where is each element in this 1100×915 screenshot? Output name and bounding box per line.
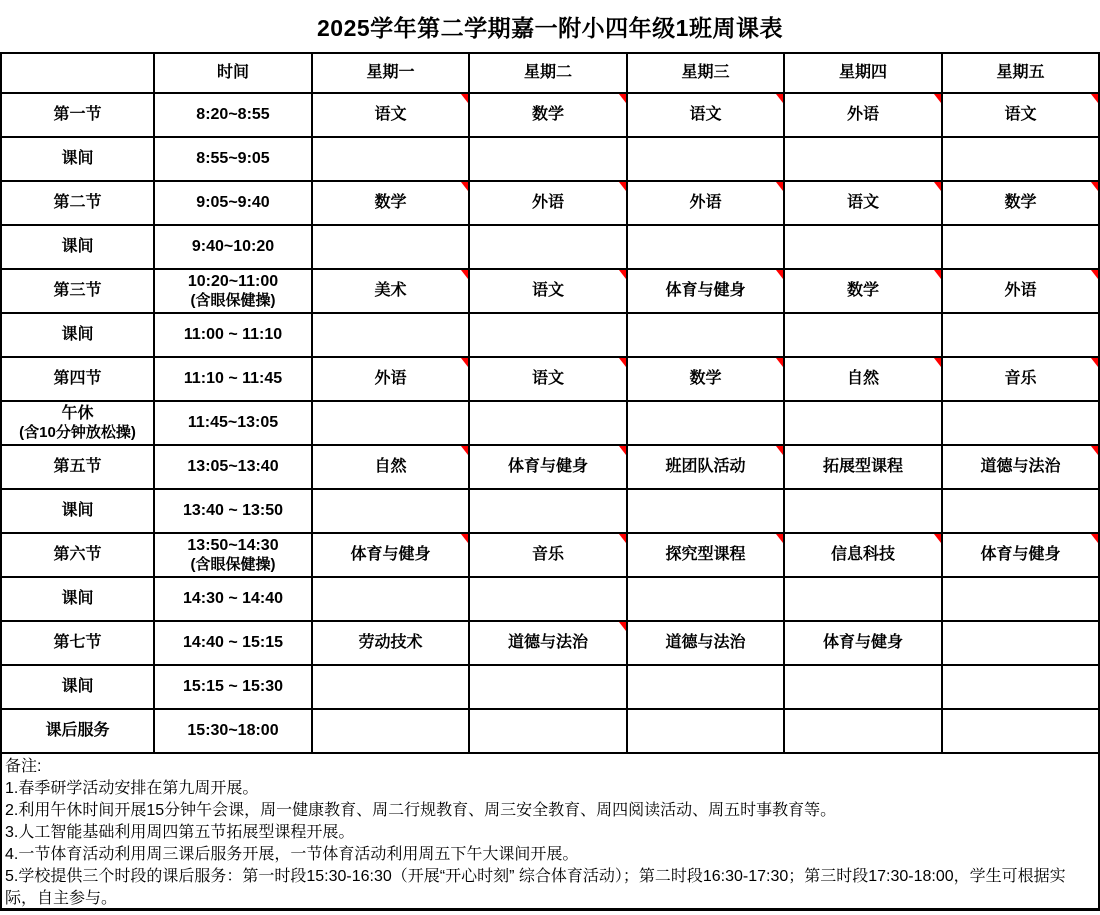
subject-label: 自然 xyxy=(374,458,407,475)
subject-cell-thursday xyxy=(785,314,941,356)
note-item: 3.人工智能基础利用周四第五节拓展型课程开展。 xyxy=(5,824,355,841)
row-label: 第六节 xyxy=(53,546,102,563)
comment-marker-icon xyxy=(934,534,941,543)
period-label-cell xyxy=(2,710,153,752)
comment-marker-icon xyxy=(776,94,783,103)
subject-label: 道德与法治 xyxy=(665,634,746,651)
comment-marker-icon xyxy=(1091,446,1098,455)
comment-marker-icon xyxy=(1091,270,1098,279)
subject-cell-thursday xyxy=(785,138,941,180)
time-range: 13:05~13:40 xyxy=(187,458,279,475)
row-label: 第一节 xyxy=(53,106,102,123)
subject-cell-friday xyxy=(943,578,1098,620)
subject-cell-monday xyxy=(313,490,468,532)
period-label-cell xyxy=(2,622,153,664)
subject-cell-monday xyxy=(313,534,468,576)
subject-cell-monday xyxy=(313,710,468,752)
row-label: 第三节 xyxy=(53,282,102,299)
notes-heading: 备注: xyxy=(5,758,42,775)
subject-label: 语文 xyxy=(374,106,407,123)
subject-label: 探究型课程 xyxy=(665,546,746,563)
subject-cell-wednesday xyxy=(628,270,783,312)
subject-cell-friday xyxy=(943,94,1098,136)
comment-marker-icon xyxy=(776,358,783,367)
subject-cell-wednesday xyxy=(628,534,783,576)
time-range: 15:30~18:00 xyxy=(187,722,279,739)
period-label-cell xyxy=(2,182,153,224)
subject-cell-friday xyxy=(943,226,1098,268)
comment-marker-icon xyxy=(619,446,626,455)
subject-cell-tuesday xyxy=(470,138,626,180)
subject-cell-thursday xyxy=(785,270,941,312)
time-cell xyxy=(155,138,311,180)
subject-label: 语文 xyxy=(531,370,564,387)
period-label-cell xyxy=(2,534,153,576)
time-range: 13:50~14:30 xyxy=(187,537,279,554)
subject-cell-tuesday xyxy=(470,182,626,224)
subject-cell-wednesday xyxy=(628,402,783,444)
time-cell xyxy=(155,402,311,444)
comment-marker-icon xyxy=(619,94,626,103)
comment-marker-icon xyxy=(461,534,468,543)
subject-cell-friday xyxy=(943,358,1098,400)
period-label-cell xyxy=(2,270,153,312)
time-cell xyxy=(155,578,311,620)
page-title: 2025学年第二学期嘉一附小四年级1班周课表 xyxy=(317,14,783,41)
time-column-header xyxy=(155,54,311,92)
time-cell xyxy=(155,94,311,136)
row-label-sub: (含10分钟放松操) xyxy=(19,424,136,441)
subject-label: 语文 xyxy=(531,282,564,299)
subject-cell-monday xyxy=(313,226,468,268)
subject-label: 体育与健身 xyxy=(507,458,588,475)
subject-label: 外语 xyxy=(689,194,722,211)
time-range: 9:40~10:20 xyxy=(191,238,275,255)
subject-cell-monday xyxy=(313,270,468,312)
time-cell xyxy=(155,314,311,356)
subject-cell-friday xyxy=(943,138,1098,180)
subject-cell-tuesday xyxy=(470,402,626,444)
subject-cell-friday xyxy=(943,270,1098,312)
header-label: 星期四 xyxy=(838,64,887,81)
note-item: 5.学校提供三个时段的课后服务：第一时段15:30-16:30（开展“开心时刻” 综合体育活动）；第二时段16:30-17:30；第三时段17:30-18:00，学生可根据实际，自主参与。 xyxy=(5,868,1066,907)
subject-cell-friday xyxy=(943,622,1098,664)
subject-cell-thursday xyxy=(785,358,941,400)
comment-marker-icon xyxy=(1091,358,1098,367)
day-header-monday xyxy=(313,54,468,92)
subject-label: 语文 xyxy=(846,194,879,211)
subject-label: 道德与法治 xyxy=(980,458,1061,475)
row-label: 课间 xyxy=(61,678,94,695)
subject-label: 数学 xyxy=(689,370,722,387)
subject-label: 劳动技术 xyxy=(358,634,423,651)
comment-marker-icon xyxy=(1091,534,1098,543)
day-header-wednesday xyxy=(628,54,783,92)
subject-cell-monday xyxy=(313,358,468,400)
day-header-friday xyxy=(943,54,1098,92)
subject-label: 数学 xyxy=(374,194,407,211)
row-label: 第二节 xyxy=(53,194,102,211)
subject-cell-wednesday xyxy=(628,710,783,752)
time-cell xyxy=(155,710,311,752)
time-range: 10:20~11:00 xyxy=(187,273,279,290)
subject-cell-tuesday xyxy=(470,490,626,532)
subject-cell-tuesday xyxy=(470,314,626,356)
subject-cell-monday xyxy=(313,94,468,136)
notes-section xyxy=(0,754,1100,911)
subject-cell-monday xyxy=(313,578,468,620)
subject-cell-monday xyxy=(313,622,468,664)
header-label: 星期一 xyxy=(366,64,415,81)
subject-label: 班团队活动 xyxy=(665,458,746,475)
header-label: 时间 xyxy=(216,64,249,81)
subject-label: 外语 xyxy=(531,194,564,211)
comment-marker-icon xyxy=(934,94,941,103)
subject-label: 外语 xyxy=(374,370,407,387)
subject-label: 拓展型课程 xyxy=(822,458,903,475)
subject-cell-wednesday xyxy=(628,314,783,356)
row-label: 第七节 xyxy=(53,634,102,651)
subject-cell-monday xyxy=(313,314,468,356)
subject-cell-wednesday xyxy=(628,226,783,268)
subject-cell-monday xyxy=(313,402,468,444)
subject-label: 自然 xyxy=(846,370,879,387)
time-cell xyxy=(155,270,311,312)
subject-cell-thursday xyxy=(785,490,941,532)
time-range-sub: (含眼保健操) xyxy=(190,292,276,309)
row-label: 课间 xyxy=(61,502,94,519)
corner-cell xyxy=(2,54,153,92)
time-range: 9:05~9:40 xyxy=(196,194,270,211)
subject-cell-wednesday xyxy=(628,446,783,488)
subject-cell-monday xyxy=(313,666,468,708)
subject-cell-wednesday xyxy=(628,358,783,400)
time-cell xyxy=(155,490,311,532)
subject-label: 语文 xyxy=(1004,106,1037,123)
subject-label: 数学 xyxy=(1004,194,1037,211)
subject-cell-tuesday xyxy=(470,226,626,268)
subject-cell-friday xyxy=(943,402,1098,444)
subject-cell-tuesday xyxy=(470,622,626,664)
comment-marker-icon xyxy=(1091,94,1098,103)
time-range: 8:55~9:05 xyxy=(196,150,270,167)
period-label-cell xyxy=(2,358,153,400)
subject-label: 音乐 xyxy=(531,546,564,563)
subject-cell-friday xyxy=(943,446,1098,488)
time-range-sub: (含眼保健操) xyxy=(190,556,276,573)
break-label-cell xyxy=(2,578,153,620)
comment-marker-icon xyxy=(934,182,941,191)
break-label-cell xyxy=(2,138,153,180)
break-label-cell xyxy=(2,666,153,708)
subject-label: 体育与健身 xyxy=(980,546,1061,563)
time-cell xyxy=(155,622,311,664)
subject-cell-wednesday xyxy=(628,94,783,136)
subject-cell-friday xyxy=(943,710,1098,752)
comment-marker-icon xyxy=(1091,182,1098,191)
header-label: 星期二 xyxy=(523,64,572,81)
comment-marker-icon xyxy=(619,270,626,279)
comment-marker-icon xyxy=(461,270,468,279)
period-label-cell xyxy=(2,446,153,488)
row-label: 第五节 xyxy=(53,458,102,475)
comment-marker-icon xyxy=(934,270,941,279)
note-item: 4.一节体育活动利用周三课后服务开展，一节体育活动利用周五下午大课间开展。 xyxy=(5,846,579,863)
subject-label: 体育与健身 xyxy=(665,282,746,299)
subject-label: 语文 xyxy=(689,106,722,123)
time-cell xyxy=(155,446,311,488)
subject-cell-thursday xyxy=(785,226,941,268)
subject-cell-thursday xyxy=(785,182,941,224)
header-label: 星期三 xyxy=(681,64,730,81)
subject-cell-friday xyxy=(943,182,1098,224)
subject-cell-thursday xyxy=(785,446,941,488)
header-label: 星期五 xyxy=(996,64,1045,81)
subject-cell-tuesday xyxy=(470,578,626,620)
comment-marker-icon xyxy=(934,358,941,367)
subject-label: 数学 xyxy=(531,106,564,123)
time-cell xyxy=(155,358,311,400)
day-header-thursday xyxy=(785,54,941,92)
break-label-cell xyxy=(2,314,153,356)
time-cell xyxy=(155,534,311,576)
subject-cell-friday xyxy=(943,534,1098,576)
break-label-cell xyxy=(2,226,153,268)
time-range: 14:40 ~ 15:15 xyxy=(182,634,284,651)
subject-cell-thursday xyxy=(785,710,941,752)
time-range: 11:45~13:05 xyxy=(187,414,279,431)
subject-cell-thursday xyxy=(785,94,941,136)
subject-label: 体育与健身 xyxy=(350,546,431,563)
time-cell xyxy=(155,182,311,224)
row-label: 课间 xyxy=(61,238,94,255)
subject-cell-tuesday xyxy=(470,270,626,312)
comment-marker-icon xyxy=(619,622,626,631)
subject-cell-wednesday xyxy=(628,622,783,664)
comment-marker-icon xyxy=(776,270,783,279)
subject-cell-thursday xyxy=(785,578,941,620)
subject-cell-thursday xyxy=(785,402,941,444)
subject-label: 外语 xyxy=(846,106,879,123)
break-label-cell xyxy=(2,490,153,532)
period-label-cell xyxy=(2,402,153,444)
subject-label: 音乐 xyxy=(1004,370,1037,387)
subject-cell-wednesday xyxy=(628,578,783,620)
subject-cell-monday xyxy=(313,446,468,488)
comment-marker-icon xyxy=(461,446,468,455)
subject-cell-tuesday xyxy=(470,446,626,488)
subject-label: 外语 xyxy=(1004,282,1037,299)
time-range: 11:00 ~ 11:10 xyxy=(183,326,283,343)
period-label-cell xyxy=(2,94,153,136)
time-range: 14:30 ~ 14:40 xyxy=(182,590,284,607)
subject-cell-friday xyxy=(943,666,1098,708)
row-label: 课间 xyxy=(61,590,94,607)
subject-cell-friday xyxy=(943,490,1098,532)
time-range: 8:20~8:55 xyxy=(196,106,270,123)
row-label: 课间 xyxy=(61,150,94,167)
comment-marker-icon xyxy=(619,182,626,191)
subject-cell-tuesday xyxy=(470,358,626,400)
subject-label: 道德与法治 xyxy=(507,634,588,651)
subject-cell-tuesday xyxy=(470,534,626,576)
subject-label: 数学 xyxy=(846,282,879,299)
comment-marker-icon xyxy=(776,534,783,543)
row-label: 课间 xyxy=(61,326,94,343)
note-item: 2.利用午休时间开展15分钟午会课，周一健康教育、周二行规教育、周三安全教育、周四阅读活动、周五时事教育等。 xyxy=(5,802,837,819)
comment-marker-icon xyxy=(619,534,626,543)
subject-label: 美术 xyxy=(374,282,407,299)
day-header-tuesday xyxy=(470,54,626,92)
subject-cell-monday xyxy=(313,182,468,224)
time-range: 13:40 ~ 13:50 xyxy=(182,502,284,519)
row-label: 午休 xyxy=(61,405,94,422)
subject-cell-wednesday xyxy=(628,490,783,532)
subject-cell-friday xyxy=(943,314,1098,356)
comment-marker-icon xyxy=(776,182,783,191)
subject-cell-wednesday xyxy=(628,666,783,708)
subject-cell-wednesday xyxy=(628,182,783,224)
subject-label: 信息科技 xyxy=(830,546,895,563)
subject-cell-tuesday xyxy=(470,666,626,708)
comment-marker-icon xyxy=(461,358,468,367)
comment-marker-icon xyxy=(461,182,468,191)
subject-cell-wednesday xyxy=(628,138,783,180)
time-cell xyxy=(155,666,311,708)
time-cell xyxy=(155,226,311,268)
subject-cell-tuesday xyxy=(470,94,626,136)
subject-label: 体育与健身 xyxy=(822,634,903,651)
time-range: 11:10 ~ 11:45 xyxy=(183,370,283,387)
row-label: 课后服务 xyxy=(45,722,110,739)
subject-cell-thursday xyxy=(785,534,941,576)
subject-cell-thursday xyxy=(785,666,941,708)
comment-marker-icon xyxy=(776,446,783,455)
timetable-grid xyxy=(0,52,1100,754)
comment-marker-icon xyxy=(461,94,468,103)
row-label: 第四节 xyxy=(53,370,102,387)
subject-cell-monday xyxy=(313,138,468,180)
subject-cell-thursday xyxy=(785,622,941,664)
time-range: 15:15 ~ 15:30 xyxy=(182,678,284,695)
comment-marker-icon xyxy=(619,358,626,367)
note-item: 1.春季研学活动安排在第九周开展。 xyxy=(5,780,259,797)
subject-cell-tuesday xyxy=(470,710,626,752)
